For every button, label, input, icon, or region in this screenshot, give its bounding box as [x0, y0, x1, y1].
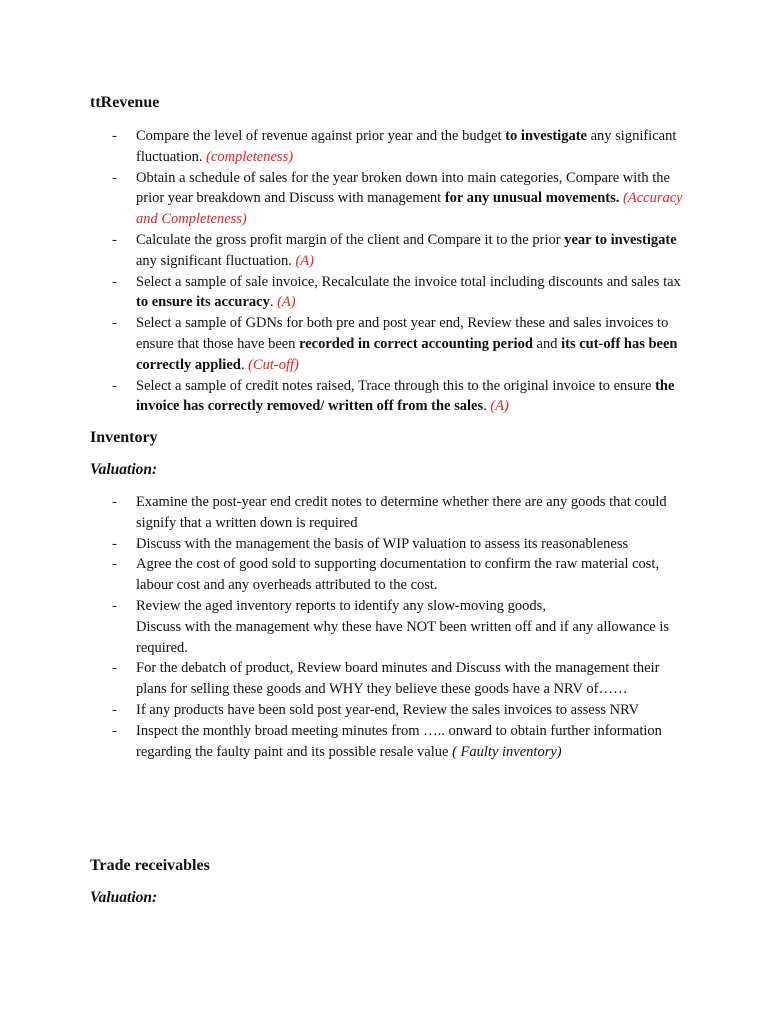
list-item: - For the debatch of product, Review board minutes and Discuss with the management their plans for selling these goods and WHY they believe these goods have a NRV of……	[112, 660, 660, 698]
list-item: - Select a sample of sale invoice, Recalculate the invoice total including discounts and sales tax to ensure its accuracy. (A)	[112, 273, 681, 311]
list-item: - Select a sample of credit notes raised, Trace through this to the original invoice to ensure the invoice has correctly removed/ written off from the sales. (A)	[112, 377, 675, 415]
revenue-heading: ttRevenue	[90, 94, 160, 111]
list-item: - Review the aged inventory reports to identify any slow-moving goods, Discuss with the management why these have NOT been written off and if any allowance is required.	[112, 597, 669, 656]
inventory-list	[0, 492, 768, 762]
list-item: - Calculate the gross profit margin of the client and Compare it to the prior year to investigate any significant fluctuation. (A)	[112, 231, 677, 269]
inventory-heading: Inventory	[90, 429, 158, 446]
list-item: - Obtain a schedule of sales for the year broken down into main categories, Compare with the prior year breakdown and Discuss with management for any unusual movements. (Accuracy and Completeness)	[112, 169, 683, 228]
annotation-tag: (A)	[295, 252, 314, 269]
list-item: - Inspect the monthly broad meeting minutes from ….. onward to obtain further information regarding the faulty paint and its possible resale value ( Faulty inventory)	[112, 722, 662, 760]
list-item: - Agree the cost of good sold to supporting documentation to confirm the raw material cost, labour cost and any overheads attributed to the cost.	[112, 556, 660, 594]
annotation-tag: (Cut-off)	[248, 356, 299, 373]
list-item: - Discuss with the management the basis of WIP valuation to assess its reasonableness	[112, 535, 629, 552]
trade-receivables-heading: Trade receivables	[90, 857, 210, 874]
receivables-valuation-subheading: Valuation:	[90, 889, 158, 906]
list-item: - If any products have been sold post year-end, Review the sales invoices to assess NRV	[112, 701, 640, 718]
list-item: - Examine the post-year end credit notes to determine whether there are any goods that could signify that a written down is required	[112, 494, 667, 531]
list-item: - Select a sample of GDNs for both pre and post year end, Review these and sales invoices to ensure that those have been recorded in correct accounting period and its cut-off has been correctly applied. (Cut-off)	[112, 315, 678, 373]
revenue-list	[0, 126, 768, 417]
inventory-valuation-subheading: Valuation:	[90, 461, 158, 478]
annotation-tag: (completeness)	[206, 148, 294, 165]
annotation-tag: (Accuracy and Completeness)	[136, 190, 683, 228]
annotation-tag: (A)	[277, 294, 296, 311]
annotation-tag: (A)	[490, 398, 509, 415]
list-item: - Compare the level of revenue against prior year and the budget to investigate any significant fluctuation. (completeness)	[112, 128, 677, 165]
